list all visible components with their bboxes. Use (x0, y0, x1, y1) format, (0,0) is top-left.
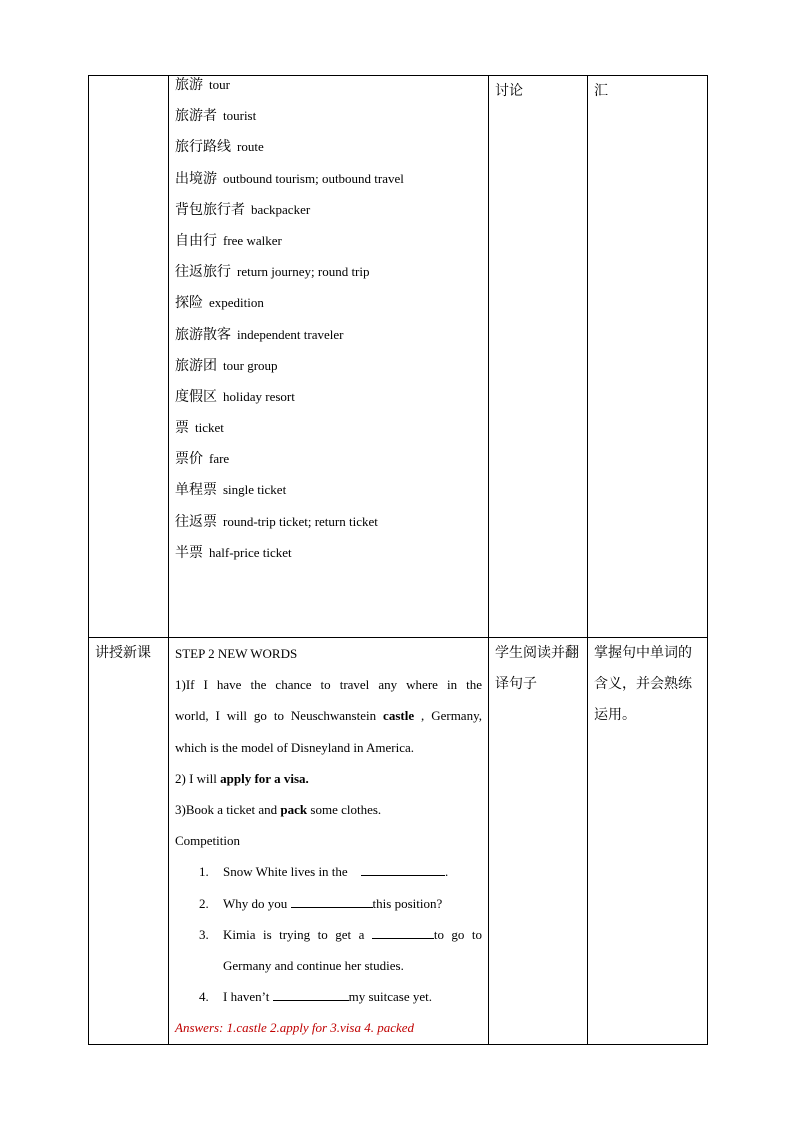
vocab-en: ticket (195, 420, 224, 436)
activity-text: 讨论 (495, 83, 523, 99)
vocab-en: single ticket (223, 482, 287, 498)
vocab-item (175, 201, 482, 232)
vocab-zh: 出境游 (175, 170, 217, 187)
vocab-item (175, 513, 482, 544)
question-text: Germany and continue her studies. (223, 958, 404, 974)
vocab-zh: 票价 (175, 451, 203, 468)
stage-cell (89, 76, 169, 638)
activity-cell (489, 638, 588, 1045)
vocab-en: holiday resort (223, 388, 295, 404)
question-number: 2. (199, 895, 209, 911)
vocab-zh: 旅游散客 (175, 326, 231, 343)
vocab-zh: 探险 (175, 295, 203, 312)
vocab-zh: 旅游者 (175, 108, 217, 125)
question-text: Kimia is trying to get a (223, 926, 372, 942)
vocab-zh: 票 (175, 420, 189, 437)
sentence-2 (175, 763, 482, 794)
sentence-text: some clothes. (307, 802, 382, 818)
vocab-item (175, 294, 482, 325)
activity-cell (489, 76, 588, 638)
sentence-text: world, I will go to Neuschwanstein (175, 708, 384, 724)
keyword-castle: castle (383, 708, 415, 724)
vocab-zh: 往返票 (175, 513, 217, 530)
vocab-en: tour group (223, 357, 278, 373)
vocab-zh: 旅游团 (175, 357, 217, 374)
question-text: my suitcase yet. (348, 989, 432, 1005)
keyword-apply-for-visa: apply for a visa. (220, 770, 309, 786)
vocab-item (175, 450, 482, 481)
vocab-item (175, 107, 482, 138)
answer-blank (273, 987, 349, 1001)
question-number: 3. (199, 926, 209, 942)
purpose-cell (588, 76, 708, 638)
vocab-en: expedition (209, 295, 264, 311)
vocab-zh: 单程票 (175, 482, 217, 499)
question-4 (175, 981, 482, 1012)
vocab-item (175, 170, 482, 201)
question-text: Why do you (223, 895, 291, 911)
question-text: I haven’t (223, 989, 273, 1005)
question-1 (175, 856, 482, 887)
table-row (89, 76, 708, 638)
purpose-text: 掌握句中单词的含义，并会熟练运用。 (594, 645, 692, 723)
vocab-zh: 背包旅行者 (175, 201, 245, 218)
vocab-zh: 旅游 (175, 77, 203, 93)
answers-line: Answers: 1.castle 2.apply for 3.visa 4. packed (175, 1020, 415, 1036)
new-words-cell (169, 638, 489, 1045)
vocab-item (175, 481, 482, 512)
vocab-zh: 度假区 (175, 388, 217, 405)
sentence-1-line-2 (175, 700, 482, 731)
question-3 (175, 919, 482, 950)
vocab-item (175, 419, 482, 450)
sentence-1-line-1: 1)If I have the chance to travel any where in the (175, 677, 482, 693)
question-2 (175, 888, 482, 919)
question-text: to go to (433, 926, 482, 942)
vocab-en: half-price ticket (209, 544, 292, 560)
vocab-en: return journey; round trip (237, 264, 370, 280)
sentence-1-line-3: which is the model of Disneyland in America. (175, 739, 415, 755)
step-title: STEP 2 NEW WORDS (175, 646, 298, 661)
sentence-3 (175, 794, 482, 825)
question-text: . (444, 864, 449, 880)
vocab-item (175, 76, 482, 107)
answer-blank (291, 894, 373, 908)
competition-heading: Competition (175, 833, 240, 849)
vocab-item (175, 388, 482, 419)
stage-label: 讲授新课 (95, 645, 151, 661)
table-row (89, 638, 708, 1045)
vocab-en: route (237, 139, 264, 155)
purpose-text: 汇 (594, 83, 608, 99)
vocab-en: tour (209, 77, 230, 92)
sentence-text: 3)Book a ticket and (175, 802, 281, 818)
vocab-item (175, 232, 482, 263)
question-text: Snow White lives in the (223, 864, 348, 880)
question-3-continued (175, 950, 482, 981)
answer-blank (361, 862, 445, 876)
answer-blank (372, 925, 434, 939)
vocab-zh: 半票 (175, 544, 203, 561)
sentence-text: , Germany, (414, 708, 482, 724)
vocab-en: independent traveler (237, 326, 344, 342)
vocab-en: outbound tourism; outbound travel (223, 170, 404, 186)
vocab-zh: 往返旅行 (175, 264, 231, 281)
question-number: 4. (199, 989, 209, 1005)
vocab-en: free walker (223, 232, 282, 248)
stage-cell (89, 638, 169, 1045)
question-number: 1. (199, 864, 209, 880)
vocab-en: fare (209, 451, 230, 467)
vocab-item (175, 544, 482, 575)
vocab-item (175, 263, 482, 294)
keyword-pack: pack (280, 802, 308, 818)
question-text: this position? (372, 895, 443, 911)
sentence-text: 2) I will (175, 770, 221, 786)
vocab-item (175, 326, 482, 357)
purpose-cell (588, 638, 708, 1045)
vocab-item (175, 138, 482, 169)
vocab-en: backpacker (251, 201, 311, 217)
activity-text: 学生阅读并翻译句子 (495, 645, 579, 692)
vocabulary-cell (169, 76, 489, 638)
vocab-item (175, 357, 482, 388)
lesson-plan-table (88, 75, 708, 1045)
vocab-en: round-trip ticket; return ticket (223, 513, 378, 529)
vocab-en: tourist (223, 108, 257, 124)
vocab-zh: 旅行路线 (175, 139, 231, 156)
vocab-zh: 自由行 (175, 232, 217, 249)
